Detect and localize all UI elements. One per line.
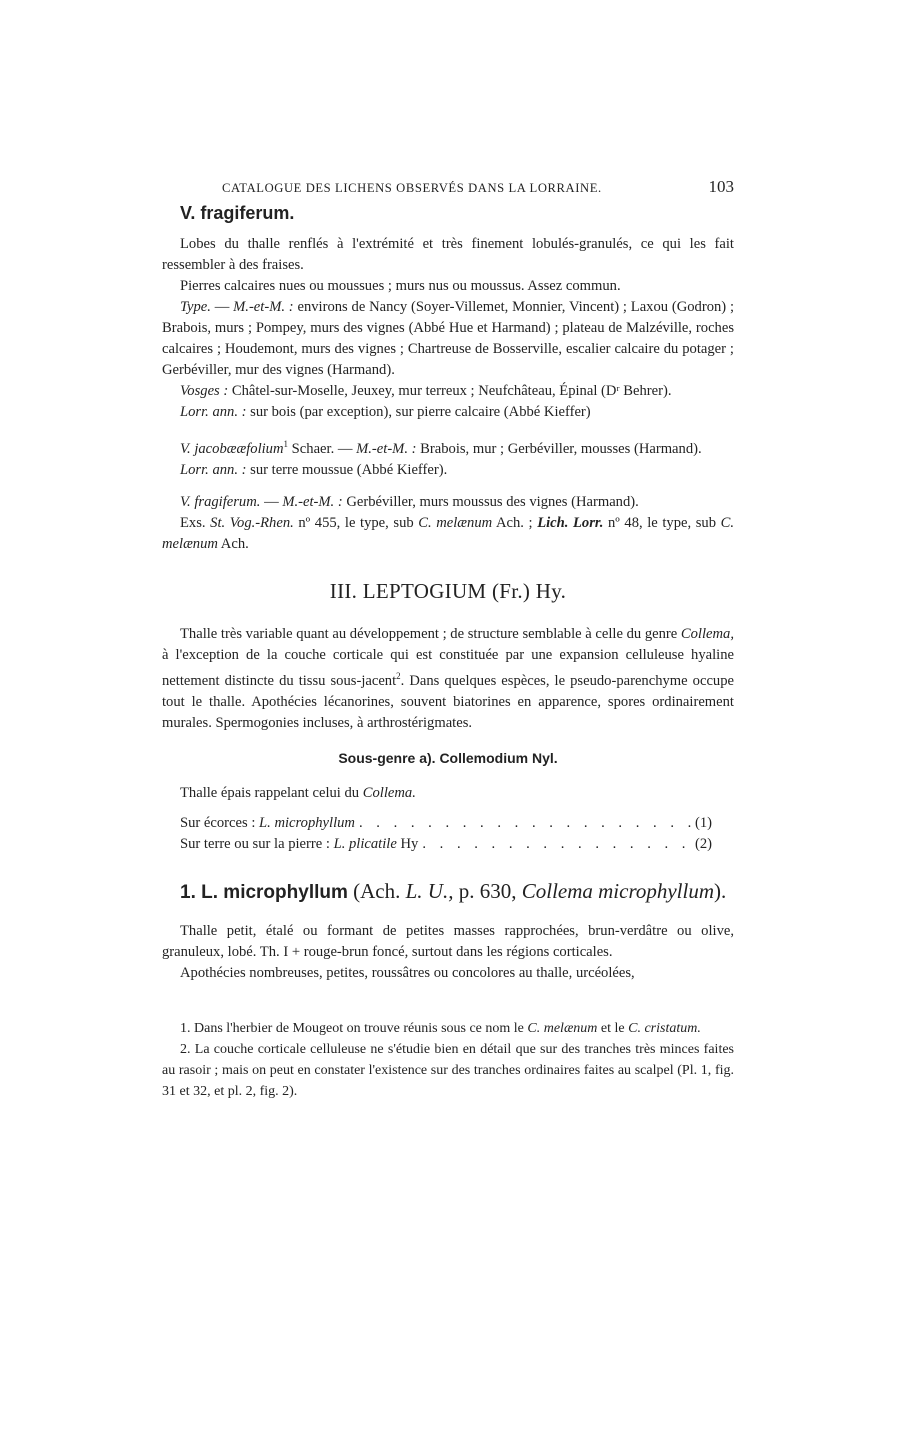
footnote-1-number: 1. [180,1020,191,1036]
variety-habitat: Pierres calcaires nues ou moussues ; murs nus ou moussus. Assez commun. [180,278,621,294]
key-row [162,834,734,855]
page [162,176,734,1102]
species-number: 1. [180,881,196,903]
jacob-text: Brabois, mur ; Gerbéviller, mousses (Harmand). [416,440,702,457]
footnote-1-c1: C. melænum [527,1020,598,1036]
lorr-text: sur bois (par exception), sur pierre calcaire (Abbé Kieffer) [246,404,591,420]
jacob-region: M.-et-M. : [356,440,417,457]
species-name: L. microphyllum [195,881,348,903]
lorr-localities [162,402,734,423]
type-region: M.-et-M. : [233,299,294,315]
footnote-1-c2: C. cristatum. [628,1020,701,1036]
variety-description: Lobes du thalle renflés à l'extrémité et très finement lobulés-granulés, ce qui les fait ressembler à des fraises. [162,236,734,273]
frag-dash: — [260,493,283,510]
jacob-lorr [162,460,734,481]
footnote-1-text-a: Dans l'herbier de Mougeot on trouve réunis sous ce nom le [190,1020,528,1036]
key-species: L. plicatile [333,835,397,852]
key-label: Sur écorces : [180,814,260,831]
species-heading [162,877,734,907]
jacob-author: Schaer. — [288,440,357,457]
key-number: (2) [694,835,712,852]
subgenus-intro [162,783,734,804]
jacob-lorr-text: sur terre moussue (Abbé Kieffer). [246,461,448,478]
page-number: 103 [708,177,734,196]
genus-desc-b: à l'exception de la couche corticale qui est constituée par une expansion celluleuse hyaline nettement distincte du tissu sous-jacent [162,646,734,689]
key-row [162,813,734,834]
genus-desc-c: . Dans quelques espèces, le pseudo-parenchyme occupe tout le thalle. Apothécies lécanorines, souvent biatorines en apparence, spores ordinairement murales. Spermogonies incluses, à arthrostérigmates. [162,672,734,731]
type-dash: — [210,299,234,315]
running-head [222,176,734,199]
footnote-2 [162,1039,734,1102]
vosges-label: Vosges : [180,383,229,399]
exsiccata [162,513,734,555]
genus-collema: Collema, [680,625,734,642]
leader-dots [418,834,695,855]
species-auth-b: p. 630, [453,878,522,903]
leader-dots [355,813,695,834]
species-auth-work: L. U., [405,878,454,903]
genus-description [162,624,734,734]
frag-text: Gerbéviller, murs moussus des vignes (Harmand). [342,493,639,510]
exs-c2: C. melænum [162,514,734,552]
variety-localities [162,297,734,381]
footnote-2-number: 2. [180,1041,191,1057]
frag-entry [162,492,734,513]
species-synonym: Collema microphyllum [521,878,715,903]
footnote-ref-1: 1 [283,439,289,449]
vosges-localities [162,381,734,402]
exs-text1: nº 455, le type, sub [293,514,419,531]
footnote-2-text: La couche corticale celluleuse ne s'étudie bien en détail que sur des tranches très minces faites au rasoir ; mais on peut en constater l'existence sur des tranches ordinaires faites au scalpel (Pl. 1, fig. 31 et 32, et pl. 2, fig. 2). [162,1041,734,1099]
key-label: Sur terre ou sur la pierre : [180,835,334,852]
subgenus-title: Sous-genre a). Collemodium Nyl. [338,749,558,766]
exs-work: St. Vog.-Rhen. [210,514,294,531]
exs-text2: Ach. ; [492,514,538,531]
species-auth-a: (Ach. [347,878,406,903]
genus-desc-a: Thalle très variable quant au développement ; de structure semblable à celle du genre [180,625,681,642]
type-text: environs de Nancy (Soyer-Villemet, Monnier, Vincent) ; Laxou (Godron) ; Brabois, murs ; Pompey, murs des vignes (Abbé Hue et Harmand) ; plateau de Malzéville, roches calcaires ; Houdemont, murs des vignes ; Chartreuse de Bosserville, escalier calcaire du potager ; Gerbéviller, mur des vignes (Harmand). [162,299,735,378]
variety-heading: V. fragiferum. [180,203,295,223]
key-author: Hy [396,835,419,852]
exs-work2: Lich. Lorr. [537,514,604,531]
footnote-1-text-b: et le [597,1020,629,1036]
genus-title: III. LEPTOGIUM (Fr.) Hy. [329,578,567,603]
exs-c1: C. melænum [418,514,493,531]
vosges-text: Châtel-sur-Moselle, Jeuxey, mur terreux ; Neufchâteau, Épinal (Dʳ Behrer). [228,383,672,399]
species-description: Thalle petit, étalé ou formant de petites masses rapprochées, brun-verdâtre ou olive, granuleux, lobé. Th. I + rouge-brun foncé, surtout dans les régions corticales. [162,922,734,960]
key-species: L. microphyllum [259,814,355,831]
footnote-ref-2: 2 [396,670,401,681]
frag-name: V. fragiferum. [180,493,261,510]
lorr-label: Lorr. ann. : [180,404,247,420]
jacob-entry [162,434,734,460]
species-auth-c: ). [714,878,727,903]
exs-text3: nº 48, le type, sub [603,514,721,531]
subgenus-intro-a: Thalle épais rappelant celui du [180,784,363,801]
type-label: Type. [180,299,211,315]
key-number: (1) [694,814,712,831]
footnote-1 [162,1018,734,1039]
jacob-lorr-label: Lorr. ann. : [180,461,247,478]
running-head-title: CATALOGUE DES LICHENS OBSERVÉS DANS LA LORRAINE. [222,181,602,195]
subgenus-intro-collema: Collema. [362,784,416,801]
jacob-name: V. jacobææfolium [180,440,284,457]
exs-label: Exs. [180,514,211,531]
species-apothecia: Apothécies nombreuses, petites, roussâtres ou concolores au thalle, urcéolées, [180,964,635,981]
frag-region: M.-et-M. : [282,493,343,510]
exs-text4: Ach. [217,535,249,552]
